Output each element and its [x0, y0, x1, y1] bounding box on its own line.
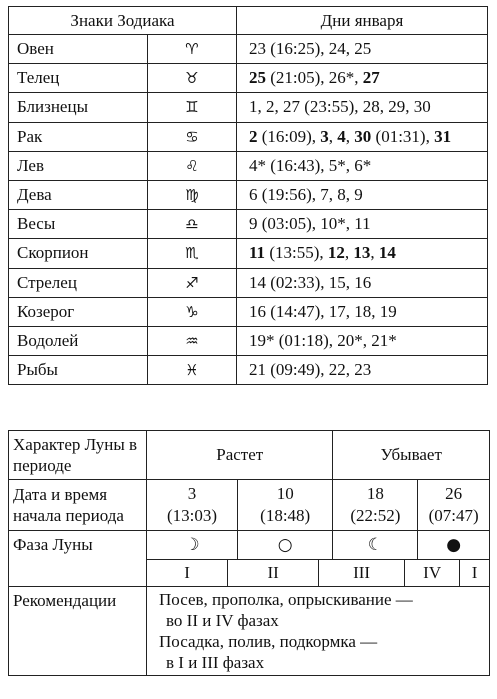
zodiac-sign-name: Рыбы — [9, 356, 148, 385]
day-text: (16:09), — [257, 126, 321, 146]
day-text: 21 (09:49), 22, 23 — [249, 360, 372, 380]
recommendations-text — [147, 587, 490, 676]
phase-number-3: III — [319, 560, 405, 587]
zodiac-days — [237, 356, 488, 385]
zodiac-days — [237, 180, 488, 209]
new-moon-icon: ● — [418, 531, 490, 560]
zodiac-header-days: Дни января — [237, 7, 488, 35]
day-text: 6 (19:56), 7, 8, 9 — [249, 185, 363, 205]
moon-period-3 — [333, 480, 418, 531]
day-bold: 31 — [434, 126, 452, 146]
zodiac-symbol-icon: ♉︎ — [148, 64, 237, 93]
moon-period-1-day: 3 — [187, 484, 197, 503]
moon-waning-label: Убывает — [333, 431, 490, 480]
zodiac-symbol-icon: ♓︎ — [148, 356, 237, 385]
zodiac-days — [237, 122, 488, 151]
day-bold: 13 — [353, 243, 371, 263]
day-text: (01:31), — [371, 126, 435, 146]
day-text: 14 (02:33), 15, 16 — [249, 272, 372, 292]
zodiac-symbol-icon: ♈︎ — [148, 35, 237, 64]
moon-period-4 — [418, 480, 490, 531]
zodiac-row — [9, 122, 488, 151]
zodiac-symbol-icon: ♑︎ — [148, 297, 237, 326]
moon-phase-label: Фаза Луны — [9, 531, 147, 587]
zodiac-sign-name: Скорпион — [9, 239, 148, 268]
zodiac-symbol-icon: ♊︎ — [148, 93, 237, 122]
moon-period-3-time: (22:52) — [350, 506, 401, 525]
day-text: , — [344, 243, 354, 263]
zodiac-row — [9, 239, 488, 268]
zodiac-days — [237, 35, 488, 64]
day-text: (21:05), 26*, — [266, 68, 363, 88]
recommendation-line-2: во II и IV фазах — [166, 611, 279, 630]
zodiac-days — [237, 151, 488, 180]
day-text: , — [328, 126, 338, 146]
day-bold: 11 — [249, 243, 266, 263]
day-bold: 3 — [320, 126, 329, 146]
zodiac-row — [9, 35, 488, 64]
moon-period-1 — [147, 480, 238, 531]
zodiac-sign-name: Рак — [9, 122, 148, 151]
phase-number-2: II — [228, 560, 319, 587]
zodiac-symbol-icon: ♌︎ — [148, 151, 237, 180]
day-bold: 25 — [249, 68, 266, 88]
zodiac-row — [9, 64, 488, 93]
zodiac-row — [9, 93, 488, 122]
moon-character-row — [9, 431, 490, 480]
zodiac-sign-name: Дева — [9, 180, 148, 209]
zodiac-sign-name: Близнецы — [9, 93, 148, 122]
zodiac-days — [237, 297, 488, 326]
zodiac-symbol-icon: ♒︎ — [148, 326, 237, 355]
day-text: , — [345, 126, 355, 146]
moon-character-label: Характер Луны в периоде — [9, 431, 147, 480]
moon-phase-row — [9, 531, 490, 560]
recommendations-label: Рекомендации — [9, 587, 147, 676]
day-bold: 30 — [354, 126, 372, 146]
moon-period-2-time: (18:48) — [260, 506, 311, 525]
zodiac-row — [9, 180, 488, 209]
phase-number-5: I — [460, 560, 490, 587]
zodiac-table-body — [9, 35, 488, 385]
moon-waxing-label: Растет — [147, 431, 333, 480]
zodiac-sign-name: Овен — [9, 35, 148, 64]
zodiac-sign-name: Козерог — [9, 297, 148, 326]
zodiac-sign-name: Стрелец — [9, 268, 148, 297]
moon-period-2 — [237, 480, 333, 531]
zodiac-sign-name: Лев — [9, 151, 148, 180]
zodiac-sign-name: Телец — [9, 64, 148, 93]
moon-period-4-day: 26 — [445, 484, 463, 503]
recommendation-line-4: в I и III фазах — [166, 653, 265, 672]
zodiac-days — [237, 326, 488, 355]
zodiac-sign-name: Водолей — [9, 326, 148, 355]
day-text: 19* (01:18), 20*, 21* — [249, 330, 397, 350]
day-bold: 27 — [362, 68, 380, 88]
day-bold: 12 — [327, 243, 345, 263]
day-bold: 2 — [249, 126, 258, 146]
zodiac-row — [9, 268, 488, 297]
zodiac-days — [237, 268, 488, 297]
phase-number-1: I — [147, 560, 228, 587]
moon-date-label: Дата и время начала периода — [9, 480, 147, 531]
day-text: 23 (16:25), 24, 25 — [249, 39, 372, 59]
recommendation-line-3: Посадка, полив, подкормка — — [159, 632, 378, 651]
zodiac-header-signs: Знаки Зодиака — [9, 7, 237, 35]
zodiac-row — [9, 210, 488, 239]
waxing-crescent-icon: ☽ — [147, 531, 238, 560]
day-text: 9 (03:05), 10*, 11 — [249, 214, 371, 234]
day-text: 4* (16:43), 5*, 6* — [249, 155, 372, 175]
zodiac-days — [237, 210, 488, 239]
zodiac-table — [8, 6, 488, 385]
zodiac-row — [9, 151, 488, 180]
recommendation-line-1: Посев, прополка, опрыскивание — — [159, 590, 413, 609]
moon-period-4-time: (07:47) — [428, 506, 479, 525]
zodiac-header-row — [9, 7, 488, 35]
zodiac-days — [237, 239, 488, 268]
day-text: 16 (14:47), 17, 18, 19 — [249, 301, 397, 321]
day-text: , — [370, 243, 379, 263]
moon-period-1-time: (13:03) — [166, 506, 217, 525]
moon-date-row — [9, 480, 490, 531]
day-bold: 14 — [378, 243, 396, 263]
zodiac-days — [237, 93, 488, 122]
moon-table — [8, 430, 490, 676]
phase-number-4: IV — [405, 560, 460, 587]
zodiac-symbol-icon: ♋︎ — [148, 122, 237, 151]
moon-recommendations-row — [9, 587, 490, 676]
zodiac-row — [9, 356, 488, 385]
zodiac-symbol-icon: ♎︎ — [148, 210, 237, 239]
zodiac-symbol-icon: ♏︎ — [148, 239, 237, 268]
zodiac-symbol-icon: ♐︎ — [148, 268, 237, 297]
zodiac-row — [9, 326, 488, 355]
day-text: (13:55), — [265, 243, 328, 263]
waning-crescent-icon: ☾ — [333, 531, 418, 560]
zodiac-days — [237, 64, 488, 93]
zodiac-row — [9, 297, 488, 326]
full-moon-icon: ○ — [237, 531, 333, 560]
day-text: 1, 2, 27 (23:55), 28, 29, 30 — [249, 97, 431, 117]
zodiac-sign-name: Весы — [9, 210, 148, 239]
day-bold: 4 — [337, 126, 346, 146]
moon-period-3-day: 18 — [366, 484, 384, 503]
moon-period-2-day: 10 — [276, 484, 294, 503]
zodiac-symbol-icon: ♍︎ — [148, 180, 237, 209]
